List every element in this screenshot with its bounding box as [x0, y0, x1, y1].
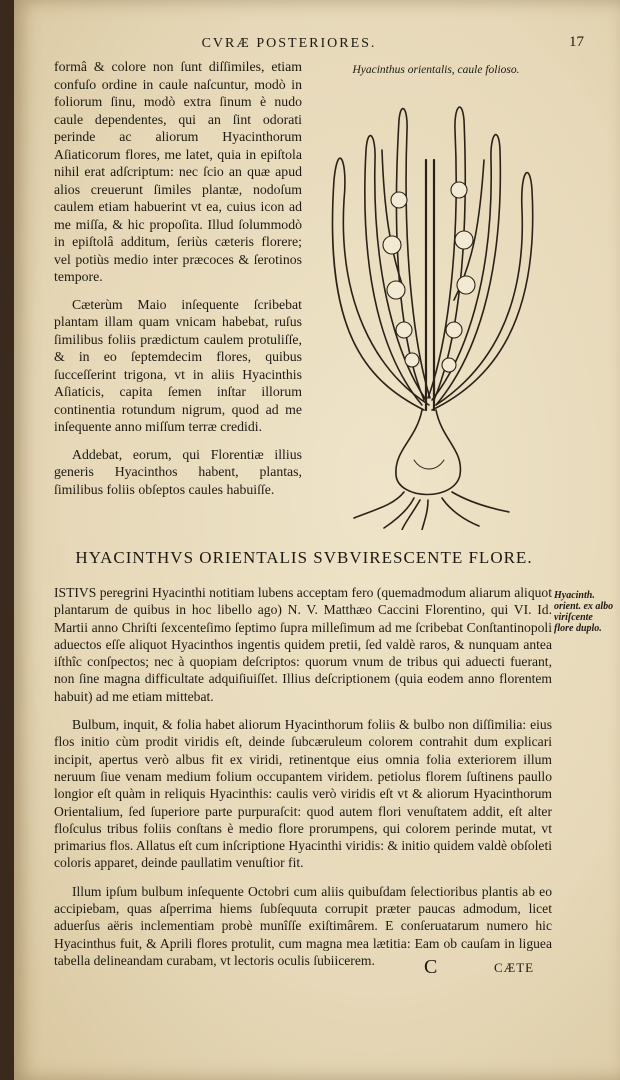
column-paragraph-1: formâ & colore non ſunt diſſimiles, etiam confuſo ordine in caule naſcuntur, modò in foliorum ſinu, modò extra ſinum è nudo caule dependentes, qui an ſint odorati perinde ac aliorum Hyacinthorum Aſiaticorum flores, me latet, quia in epiſtola nihil erat adſcriptum: nec ſcio an quæ apud alios creuerunt ſimiles plantæ, nodoſum caulem etiam habuerint vt ea, cuius icon ad me miſſa, & hic propoſita. Illud ſolummodò in epiſtolâ additum, ſeriùs cæteris florere; vel potiùs medio inter præcoces & ſerotinos tempore. [54, 59, 302, 284]
hyacinth-woodcut-illustration [304, 80, 554, 530]
signature-mark: C [424, 956, 438, 978]
catchword: CÆTE [494, 960, 535, 975]
book-page [14, 0, 620, 1080]
column-paragraph-2: Cæterùm Maio inſequente ſcribebat plantam illam quam vnicam habebat, ruſus ſimilibus foliis prædictum caulem protuliſſe, & in eo ſeptemdecim flores, quibus ſucceſſerint trigona, vt in aliis Hyacinthis Aſiaticis, capita ſemen inſtar illorum continentia rotundum nigrum, quod ad me inſequente anno miſſum terræ credidi. [54, 296, 302, 434]
body-paragraph-3: Illum ipſum bulbum inſequente Octobri cum aliis quibuſdam ſelectioribus plantis ab eo accipiebam, quas aſperrima hiems ſubſequuta corrupit præter paucas admodum, licet aduerſus aëris inclementiam probè munîſſe exiſtimârem. E conſeruatarum numero hic Hyacinthus fuit, & Aprili flores protulit, cum magna mea lætitia: Eam ob cauſam in liguea tabella delineandam curabam, vt lectoris oculis ſubiicerem. [54, 883, 552, 968]
column-paragraph-3: Addebat, eorum, qui Florentiæ illius generis Hyacinthos habent, plantas, ſimilibus foliis obſeptos caules habuiſſe. [54, 446, 302, 497]
section-title: HYACINTHVS ORIENTALIS SVBVIRESCENTE FLORE. [75, 548, 533, 567]
figure-caption: Hyacinthus orientalis, caule folioso. [352, 64, 520, 76]
main-body-text [54, 584, 552, 980]
running-title: CVRÆ POSTERIORES. [201, 36, 377, 51]
body-paragraph-1: ISTIVS peregrini Hyacinthi notitiam lubens acceptam fero (quemadmodum aliarum aliquot plantarum de quibus in hoc libello ago) N. V. Matthæo Caccini Florentino, qui VI. Id. Martii anno Chriſti ſexcenteſimo ſeptimo ſupra milleſimum ad me ſcribebat Conſtantinopoli aduectos eſſe aliquot Hyacinthos ingentis quidem pretii, ſed valdè raros, & nunquam antea iſthîc conſpectos; nec à quopiam deſcriptos: quorum vnum de tribus qui aduecti fuerant, non ſine magna difficultate adquiſiuiſſet. Illius deſcriptionem (quia eodem anno florentem habuit) ad me etiam mittebat. [54, 585, 552, 704]
margin-note: Hyacinth. orient. ex albo viriſcente flore duplo. [554, 590, 614, 634]
body-paragraph-2: Bulbum, inquit, & folia habet aliorum Hyacinthorum foliis & bulbo non diſſimilia: eius flos initio cùm prodit viridis eſt, deinde ſubcæruleum colorem contrahit dum explicari incipit, apertus verò albus fit ex viridi, retinentque eius omnia folia exteriorem illum neruum ſiue venam medium folium occupantem viridem. petiolus florem ſuſtinens paullo longior eſt quàm in reliquis Hyacinthis: caulis verò viridis eſt vt & aliorum Hyacinthorum Orientalium, ſed ſuperiore parte purpuraſcit: quod autem flori venuſtatem addit, eſt alter floſculus tribus foliis conſtans è medio flore prorumpens, qui colorem perinde mutat, vt primarius flos. Allatus eſt cum inſcriptione Hyacinthi viridis: & initio quidem valdè obſoleti coloris apparet, deinde paullatim venuſtior fit. [54, 717, 552, 871]
page-number: 17 [569, 34, 584, 50]
left-column-text [54, 58, 302, 508]
